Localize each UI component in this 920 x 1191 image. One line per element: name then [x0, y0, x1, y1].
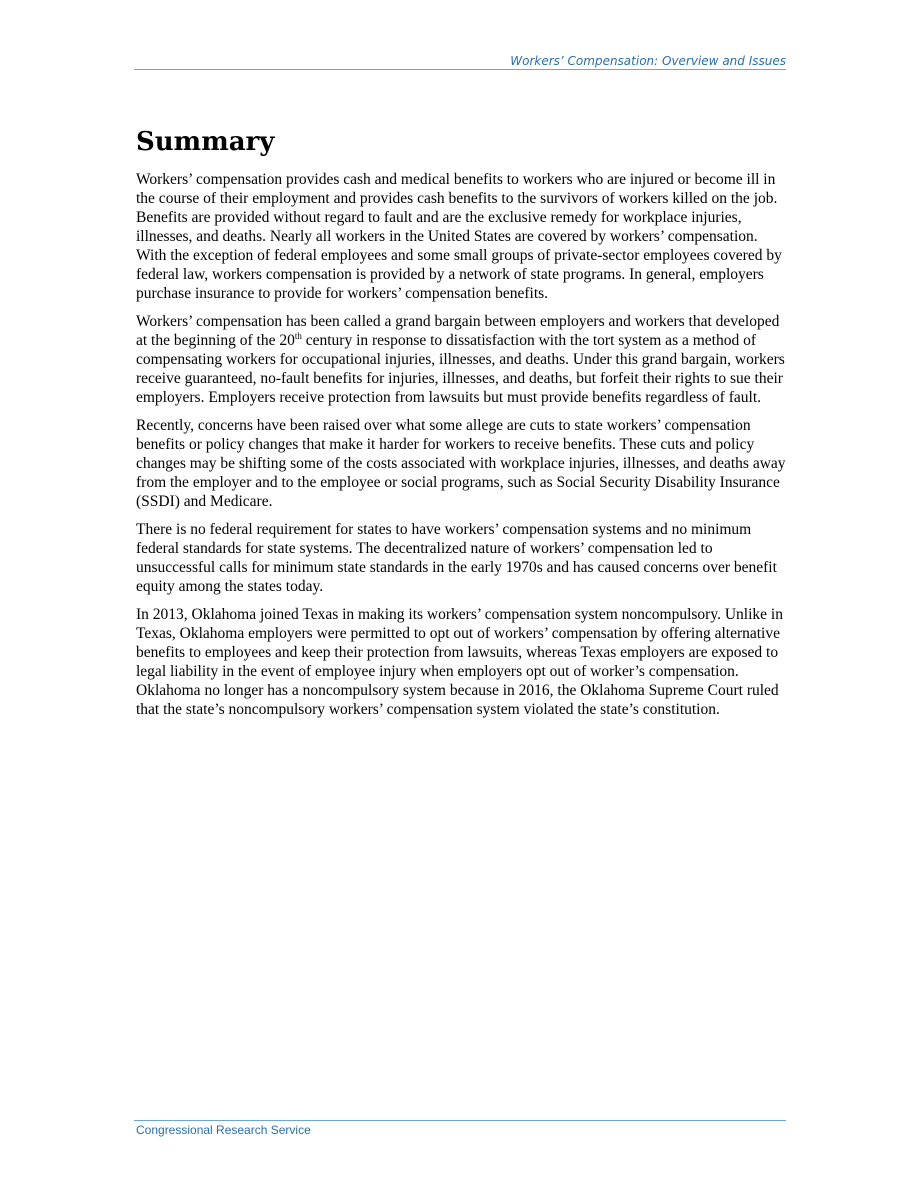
paragraph-2-text-end: century in response to dissatisfaction with the tort system as a method of compensating workers for occupational injuries, illnesses, and deaths. Under this grand bargain, workers receive guaranteed, no-fault benefits for injuries, illnesses, and deaths, but forfeit their rights to sue their employers. Employers receive protection from lawsuits but must provide benefits regardless of fault. [136, 332, 785, 406]
summary-paragraph-2 [136, 312, 786, 407]
ordinal-superscript: th [294, 330, 302, 341]
footer-organization: Congressional Research Service [136, 1123, 311, 1137]
summary-paragraph-4: There is no federal requirement for states to have workers’ compensation systems and no minimum federal standards for state systems. The decentralized nature of workers’ compensation led to unsuccessful calls for minimum state standards in the early 1970s and has caused concerns over benefit equity among the states today. [136, 521, 777, 595]
paragraph-2-text-start: Workers’ compensation has been called a grand bargain between employers and workers that developed at the beginning of the 20 [136, 313, 780, 349]
summary-paragraph-5: In 2013, Oklahoma joined Texas in making its workers’ compensation system noncompulsory. Unlike in Texas, Oklahoma employers were permitted to opt out of workers’ compensation by offering alternative benefits to employees and keep their protection from lawsuits, whereas Texas employers are exposed to legal liability in the event of employee injury when employers opt out of worker’s compensation. Oklahoma no longer has a noncompulsory system because in 2016, the Oklahoma Supreme Court ruled that the state’s noncompulsory workers’ compensation system violated the state’s constitution. [136, 606, 783, 718]
footer-divider [134, 1120, 786, 1121]
section-title-summary: Summary [136, 127, 275, 157]
running-header-title: Workers’ Compensation: Overview and Issues [510, 54, 786, 68]
summary-paragraph-3: Recently, concerns have been raised over what some allege are cuts to state workers’ compensation benefits or policy changes that make it harder for workers to receive benefits. These cuts and policy changes may be shifting some of the costs associated with workplace injuries, illnesses, and deaths away from the employer and to the employee or social programs, such as Social Security Disability Insurance (SSDI) and Medicare. [136, 417, 786, 510]
header-divider [134, 69, 786, 70]
document-body [136, 125, 786, 728]
summary-paragraph-1: Workers’ compensation provides cash and medical benefits to workers who are injured or become ill in the course of their employment and provides cash benefits to the survivors of workers killed on the job. Benefits are provided without regard to fault and are the exclusive remedy for workplace injuries, illnesses, and deaths. Nearly all workers in the United States are covered by workers’ compensation. With the exception of federal employees and some small groups of private-sector employees covered by federal law, workers compensation is provided by a network of state programs. In general, employers purchase insurance to provide for workers’ compensation benefits. [136, 171, 782, 302]
